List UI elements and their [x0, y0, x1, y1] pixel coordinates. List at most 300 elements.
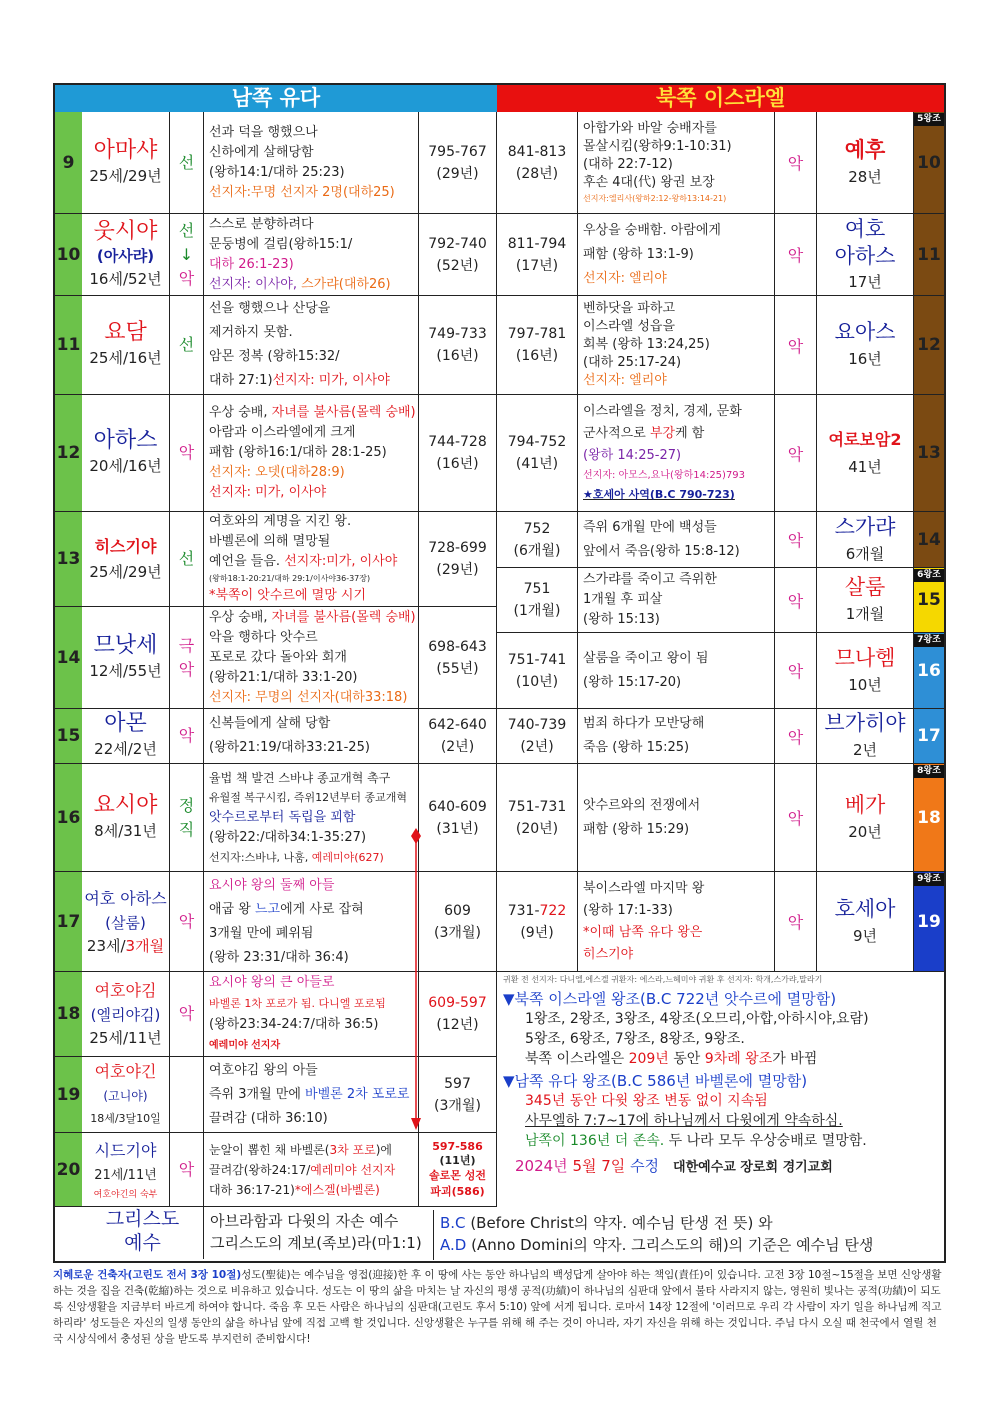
dynasty-number: 15 — [914, 568, 944, 633]
evaluation — [170, 764, 204, 872]
king-name-cell — [82, 1057, 170, 1133]
king-description — [204, 296, 419, 395]
king-number: 10 — [55, 214, 82, 296]
text-line — [209, 123, 418, 143]
reign-years — [419, 872, 497, 972]
reign-years — [419, 1057, 497, 1133]
text-line — [209, 788, 418, 808]
eval-mark: ↓ — [179, 244, 194, 264]
text-fragment: 1개월 후 피살 — [583, 592, 663, 607]
evaluation — [170, 214, 204, 296]
text-line — [209, 255, 418, 275]
text-fragment: 히스기야 — [583, 946, 634, 962]
text-line — [583, 516, 774, 540]
evaluation: 악 — [775, 296, 817, 395]
king-name-cell — [817, 764, 914, 872]
text-fragment: 앗수르로부터 독립을 꾀함 — [209, 809, 356, 825]
text-fragment: 여호와의 계명을 지킨 왕. — [209, 514, 352, 529]
reign-length: (12년) — [436, 1017, 479, 1033]
king-age-reign: 12세/55년 — [89, 661, 162, 680]
king-name-cell — [817, 214, 914, 296]
reign-length: (20년) — [515, 820, 559, 837]
king-name-cell — [817, 633, 914, 709]
text-line — [583, 336, 774, 354]
reign-length: (28년) — [515, 165, 559, 182]
dynasty-tag: 7왕조 — [914, 634, 944, 647]
reign-years — [497, 568, 578, 633]
text-fragment: 바벨론 2차 포로로 — [305, 1086, 410, 1102]
text-fragment: 3개월 만에 폐위됨 — [209, 925, 314, 941]
text-line — [583, 445, 774, 467]
text-fragment: 대하 27:1) — [209, 373, 273, 388]
dynasty-number: 13 — [914, 395, 944, 512]
text-fragment: )에 — [375, 1142, 392, 1157]
king-description — [204, 512, 419, 607]
evaluation: 악 — [775, 512, 817, 568]
reign-range: 792-740 — [428, 235, 487, 252]
text-line — [209, 163, 418, 183]
text-fragment: 암몬 정복 (왕하15:32/ — [209, 349, 340, 364]
king-name: 여호야긴 — [94, 1061, 157, 1081]
reign-length-label: 6개월 — [845, 544, 885, 563]
king-description — [204, 214, 419, 296]
text-fragment: 대하 26:1-23) — [209, 256, 294, 272]
reign-length-label: 20년 — [848, 822, 882, 841]
king-number: 18 — [55, 972, 82, 1057]
arrow-head-icon — [411, 1118, 421, 1130]
text-fragment: 우상을 숭배함. 아람에게 — [583, 222, 721, 238]
text-fragment: (왕하18:1-20:21/대하 29:1/이사야36-37장) — [209, 574, 371, 583]
text-fragment: 신하에게 살해당함 — [209, 144, 314, 160]
text-fragment: 선과 덕을 행했으나 — [209, 124, 318, 140]
text-line — [209, 443, 418, 463]
evaluation — [170, 395, 204, 512]
text-line — [583, 423, 774, 445]
temple-destruction: 파괴(586) — [430, 1184, 485, 1198]
christ-genealogy: 아브라함과 다윗의 자손 예수 그리스도의 계보(족보)라(마1:1) — [204, 1210, 434, 1260]
text-line — [583, 174, 774, 192]
reign-years — [419, 972, 497, 1057]
king-age-reign: 8세/31년 — [94, 821, 157, 840]
text-line — [209, 608, 418, 628]
temple-destruction: 솔로몬 성전 — [429, 1168, 486, 1182]
king-description — [578, 512, 775, 568]
arrow-diamond-icon — [411, 828, 421, 844]
text-fragment: 선지자: 이사야, — [209, 276, 302, 292]
reign-length: (29년) — [436, 165, 479, 182]
reign-years — [497, 633, 578, 709]
text-fragment: 이스라엘을 정치, 경제, 문화 — [583, 404, 742, 419]
text-line — [209, 898, 418, 922]
text-line — [209, 922, 418, 946]
king-description — [204, 764, 419, 872]
text-line — [209, 321, 418, 345]
reign-length-label: 28년 — [848, 167, 882, 186]
eval-mark: 극 — [178, 635, 195, 655]
king-name-cell — [82, 607, 170, 709]
king-age-reign: 25세/29년 — [89, 166, 162, 185]
text-fragment: 우상 숭배, — [209, 405, 272, 420]
text-fragment: 요시야 왕의 큰 아들로 — [209, 975, 335, 990]
king-name: 예후 — [844, 137, 886, 162]
text-fragment: 예언을 들음. — [209, 554, 285, 569]
text-line — [209, 768, 418, 788]
text-fragment: 끌려감(왕하24:17/ — [209, 1162, 311, 1177]
king-name-cell — [82, 709, 170, 764]
text-line — [583, 878, 774, 900]
king-description — [578, 112, 775, 214]
text-fragment: (왕하14:1/대하 25:23) — [209, 164, 345, 180]
dynasty-tag: 9왕조 — [914, 873, 944, 886]
text-fragment: 에게 사로 잡혀 — [280, 901, 364, 917]
king-number: 12 — [55, 395, 82, 512]
dynasty-tag: 6왕조 — [914, 569, 944, 582]
reign-length: (1개월) — [513, 603, 561, 619]
king-note: 여호야긴의 숙부 — [93, 1189, 158, 1200]
text-line — [583, 610, 774, 630]
king-name-cell — [82, 214, 170, 296]
eval-mark: 악 — [178, 659, 195, 679]
king-name: 히스기야 — [94, 537, 157, 556]
king-name: 아마샤 — [93, 137, 158, 163]
reign-length: (29년) — [436, 562, 479, 578]
text-line — [209, 463, 418, 483]
text-fragment: (몰렉 숭배) — [351, 609, 416, 625]
text-fragment: (왕하 15:17-20) — [583, 674, 682, 690]
text-fragment: (왕하23:34-24:7/대하 36:5) — [209, 1017, 379, 1032]
dynasty-number: 10 — [914, 112, 944, 214]
king-name: 웃시야 — [93, 218, 158, 244]
text-line — [209, 532, 418, 552]
reign-length-label: 9년 — [852, 926, 878, 945]
text-line — [209, 183, 418, 203]
eval-mark: 악 — [178, 443, 195, 462]
evaluation — [170, 1057, 204, 1133]
king-name: 아하스 — [93, 428, 158, 453]
text-line — [209, 586, 418, 606]
reign-range: 597 — [444, 1075, 471, 1092]
king-name: 시드기야 — [94, 1140, 157, 1160]
reign-range: 642-640 — [428, 717, 487, 733]
text-fragment: (대하 22:7-12) — [583, 156, 673, 172]
king-alt-name: (엘리야김) — [90, 1006, 161, 1024]
text-fragment: 3달10일 — [118, 1111, 161, 1125]
reign-range: 795-767 — [428, 143, 487, 160]
king-description — [578, 395, 775, 512]
text-fragment: 선지자: 엘리야 — [583, 373, 667, 388]
reign-range: 794-752 — [507, 434, 567, 450]
king-name-cell — [82, 296, 170, 395]
reign-years — [419, 112, 497, 214]
reign-range: 751-741 — [507, 651, 567, 668]
reign-years — [497, 395, 578, 512]
text-line — [583, 372, 774, 390]
text-fragment: 느고 — [254, 901, 281, 917]
north-header: 북쪽 이스라엘 — [497, 85, 944, 112]
evaluation — [170, 112, 204, 214]
text-line — [209, 1160, 418, 1180]
text-fragment: (왕하 15:13) — [583, 612, 660, 627]
king-name-cell — [817, 568, 914, 633]
king-description — [204, 1133, 419, 1207]
text-fragment: 죽음 (왕하 15:25) — [583, 740, 690, 755]
text-line — [209, 1140, 418, 1160]
text-line — [209, 369, 418, 393]
eval-mark: 악 — [178, 1159, 195, 1179]
king-name-cell — [82, 1133, 170, 1207]
text-line — [583, 671, 774, 695]
text-fragment: 포로로 갔다 돌아와 회개 — [209, 649, 347, 665]
king-name-cell — [817, 395, 914, 512]
reign-length: (11년) — [439, 1153, 476, 1167]
text-fragment: 대하 36:17-21) — [209, 1182, 295, 1197]
text-line — [209, 483, 418, 503]
text-fragment: 북이스라엘 마지막 왕 — [583, 880, 705, 896]
reign-years — [497, 764, 578, 872]
text-line — [583, 736, 774, 760]
text-fragment: 범죄 하다가 모반당해 — [583, 716, 705, 731]
text-fragment: ★호세아 사역(B.C 790-723) — [583, 488, 735, 501]
king-age-reign: 21세/11년 — [94, 1167, 157, 1183]
text-fragment: 신복들에게 살해 당함 — [209, 716, 331, 731]
text-fragment: 즉위 6개월 만에 백성들 — [583, 519, 717, 535]
dynasty-number: 16 — [914, 633, 944, 709]
king-alt-name: (살룸) — [105, 913, 146, 932]
evaluation: 악 — [775, 214, 817, 296]
king-description — [204, 972, 419, 1057]
reign-length: (41년) — [515, 456, 559, 472]
reign-length: (10년) — [515, 673, 559, 690]
king-description — [204, 709, 419, 764]
king-number: 16 — [55, 764, 82, 872]
text-fragment: 선지자: 엘리야 — [583, 270, 667, 286]
evaluation — [170, 972, 204, 1057]
reign-years — [497, 709, 578, 764]
reign-length: (17년) — [515, 257, 559, 274]
king-description — [578, 296, 775, 395]
dynasty-number: 14 — [914, 512, 944, 568]
text-line — [209, 572, 418, 586]
reign-length-label: 41년 — [848, 458, 882, 476]
eval-mark: 선 — [178, 220, 195, 240]
text-line — [209, 275, 418, 295]
king-age-reign: 16세/52년 — [89, 269, 162, 288]
reign-years — [497, 214, 578, 296]
reign-range: 744-728 — [428, 434, 487, 450]
era-definition: B.C (Before Christ의 약자. 예수님 탄생 전 뜻) 와 A.D (Anno Domini의 약자. 그리스도의 해)의 기준은 예수님 탄생 — [440, 1214, 874, 1254]
text-fragment: (왕하21:1/대하 33:1-20) — [209, 669, 358, 685]
reign-length: (55년) — [436, 660, 479, 677]
evaluation — [170, 1133, 204, 1207]
text-fragment: 3개월 — [125, 936, 165, 955]
king-name-cell — [817, 112, 914, 214]
reign-range: 752 — [523, 520, 551, 537]
text-line — [209, 848, 418, 868]
eval-mark: 선 — [178, 335, 195, 354]
reign-length: (2년) — [440, 739, 475, 755]
reign-years — [419, 512, 497, 607]
text-fragment: 18세/ — [90, 1111, 119, 1125]
text-fragment: 731- — [507, 902, 540, 919]
text-fragment: (왕하 23:31/대하 36:4) — [209, 949, 349, 965]
text-fragment: 이스라엘 성읍을 — [583, 319, 676, 334]
king-number: 13 — [55, 512, 82, 607]
reign-years — [419, 764, 497, 872]
text-fragment: (왕하 14:25-27) — [583, 448, 682, 463]
reign-range: 749-733 — [428, 326, 487, 342]
king-name: 아몬 — [104, 711, 147, 736]
text-line — [583, 570, 774, 590]
christ-name: 그리스도 예수 — [82, 1207, 204, 1259]
text-fragment: 스가랴(대하26) — [301, 276, 391, 292]
text-fragment: 선지자:미가, 이사야 — [284, 554, 398, 569]
reign-length-label: 17년 — [848, 272, 882, 291]
text-fragment: 살룸을 죽이고 왕이 됨 — [583, 650, 709, 666]
text-fragment: 우상 숭배, — [209, 609, 272, 625]
text-fragment: 율법 책 발견 스바냐 종교개혁 촉구 — [209, 770, 391, 785]
king-name: 호세아 — [834, 896, 896, 921]
king-age-reign — [82, 1107, 169, 1131]
text-line — [583, 944, 774, 966]
text-fragment: 요시야 왕의 둘째 아들 — [209, 877, 335, 893]
text-line — [583, 401, 774, 423]
text-line — [209, 712, 418, 736]
evaluation: 악 — [775, 709, 817, 764]
text-line — [209, 648, 418, 668]
text-fragment: 선지자:엘리사(왕하2:12-왕하13:14-21) — [583, 193, 727, 203]
text-fragment: 끌려감 (대하 36:10) — [209, 1110, 328, 1126]
text-line — [583, 647, 774, 671]
eval-mark: 악 — [178, 726, 195, 745]
text-line — [583, 192, 774, 206]
king-name: 살룸 — [844, 575, 886, 599]
text-line — [583, 354, 774, 372]
text-fragment: 후손 4대(代) 왕권 보장 — [583, 174, 715, 190]
text-fragment: (왕하22:/대하34:1-35:27) — [209, 829, 367, 845]
king-description — [578, 764, 775, 872]
king-description — [578, 709, 775, 764]
eval-mark: 선 — [178, 152, 195, 172]
king-number: 20 — [55, 1133, 82, 1207]
reign-length: (3개월) — [434, 1097, 481, 1114]
text-fragment: 예레미야 선지자 — [310, 1162, 396, 1177]
reign-years — [419, 214, 497, 296]
reign-length: (2년) — [520, 739, 554, 755]
text-line — [583, 712, 774, 736]
king-name: 브가히야 — [824, 711, 906, 735]
king-name-cell — [817, 709, 914, 764]
evaluation: 악 — [775, 872, 817, 972]
text-line — [583, 120, 774, 138]
text-fragment: 제거하지 못함. — [209, 325, 293, 340]
reign-range — [497, 900, 577, 922]
king-name: 스가랴 — [834, 514, 896, 539]
eval-mark: 악 — [178, 1004, 195, 1023]
text-line — [209, 1083, 418, 1107]
reign-length: (3개월) — [434, 924, 481, 941]
reign-range: 728-699 — [428, 540, 487, 556]
king-name-2: 아하스 — [834, 243, 896, 268]
text-fragment: 패함 (왕하 13:1-9) — [583, 246, 694, 262]
king-name-cell — [82, 764, 170, 872]
dynasty-number: 17 — [914, 709, 944, 764]
evaluation: 악 — [775, 633, 817, 709]
reign-range: 609-597 — [428, 995, 487, 1011]
eval-mark: 악 — [178, 268, 195, 288]
text-fragment: 자녀를 불사름 — [271, 405, 352, 420]
king-number: 14 — [55, 607, 82, 709]
king-age-reign: 25세/16년 — [89, 349, 162, 367]
reign-length: (52년) — [436, 257, 479, 274]
text-line — [209, 1014, 418, 1036]
text-fragment: 선지자: 무명의 선지자(대하33:18) — [209, 689, 408, 705]
king-name: 요시야 — [93, 792, 158, 818]
text-fragment: *이때 남쪽 유다 왕은 — [583, 924, 703, 940]
text-fragment: 회복 (왕하 13:24,25) — [583, 337, 710, 352]
text-fragment: 스가랴를 죽이고 즉위한 — [583, 572, 717, 587]
reign-range: 609 — [444, 902, 471, 919]
evaluation: 악 — [775, 395, 817, 512]
king-description — [578, 872, 775, 972]
south-header: 남쪽 유다 — [55, 85, 497, 112]
text-line — [209, 668, 418, 688]
king-name: 요아스 — [834, 320, 896, 344]
text-line — [209, 403, 418, 423]
text-fragment: (왕하21:19/대하33:21-25) — [209, 740, 370, 755]
king-name: 베가 — [844, 792, 886, 817]
text-line — [209, 552, 418, 572]
text-line — [209, 215, 418, 235]
text-line — [583, 467, 774, 485]
text-fragment: 즉위 3개월 만에 — [209, 1086, 306, 1102]
text-line — [209, 972, 418, 994]
king-description — [204, 112, 419, 214]
reign-years — [419, 395, 497, 512]
reign-range: 698-643 — [428, 638, 487, 655]
king-name-cell — [82, 512, 170, 607]
king-name: 여로보암2 — [828, 430, 902, 449]
text-line — [209, 1059, 418, 1083]
text-line — [583, 540, 774, 564]
text-line — [209, 143, 418, 163]
reign-length-label: 10년 — [848, 675, 882, 694]
text-line — [583, 243, 774, 267]
text-fragment: 케 함 — [675, 426, 705, 441]
text-line — [583, 818, 774, 842]
king-name-cell — [82, 872, 170, 972]
text-fragment: 군사적으로 — [583, 426, 650, 441]
text-fragment: 애굽 왕 — [209, 901, 255, 917]
reign-range: 751-731 — [507, 798, 567, 815]
king-name: 므낫세 — [93, 632, 158, 658]
king-number: 17 — [55, 872, 82, 972]
text-line — [583, 485, 774, 505]
king-name: 여호 — [844, 216, 886, 241]
text-fragment: 유월절 복구시킴, 즉위12년부터 종교개혁 — [209, 790, 407, 804]
king-number: 9 — [55, 112, 82, 214]
king-number: 15 — [55, 709, 82, 764]
king-age-reign: 20세/16년 — [89, 457, 162, 475]
king-name-cell — [82, 112, 170, 214]
text-line — [583, 267, 774, 291]
text-fragment: 앞에서 죽음(왕하 15:8-12) — [583, 543, 740, 559]
dynasty-tag: 8왕조 — [914, 765, 944, 778]
dynasty-number: 12 — [914, 296, 944, 395]
text-fragment: 앗수르와의 전쟁에서 — [583, 797, 701, 813]
reign-length: (31년) — [436, 820, 479, 837]
dynasty-number: 11 — [914, 214, 944, 296]
text-line — [209, 874, 418, 898]
